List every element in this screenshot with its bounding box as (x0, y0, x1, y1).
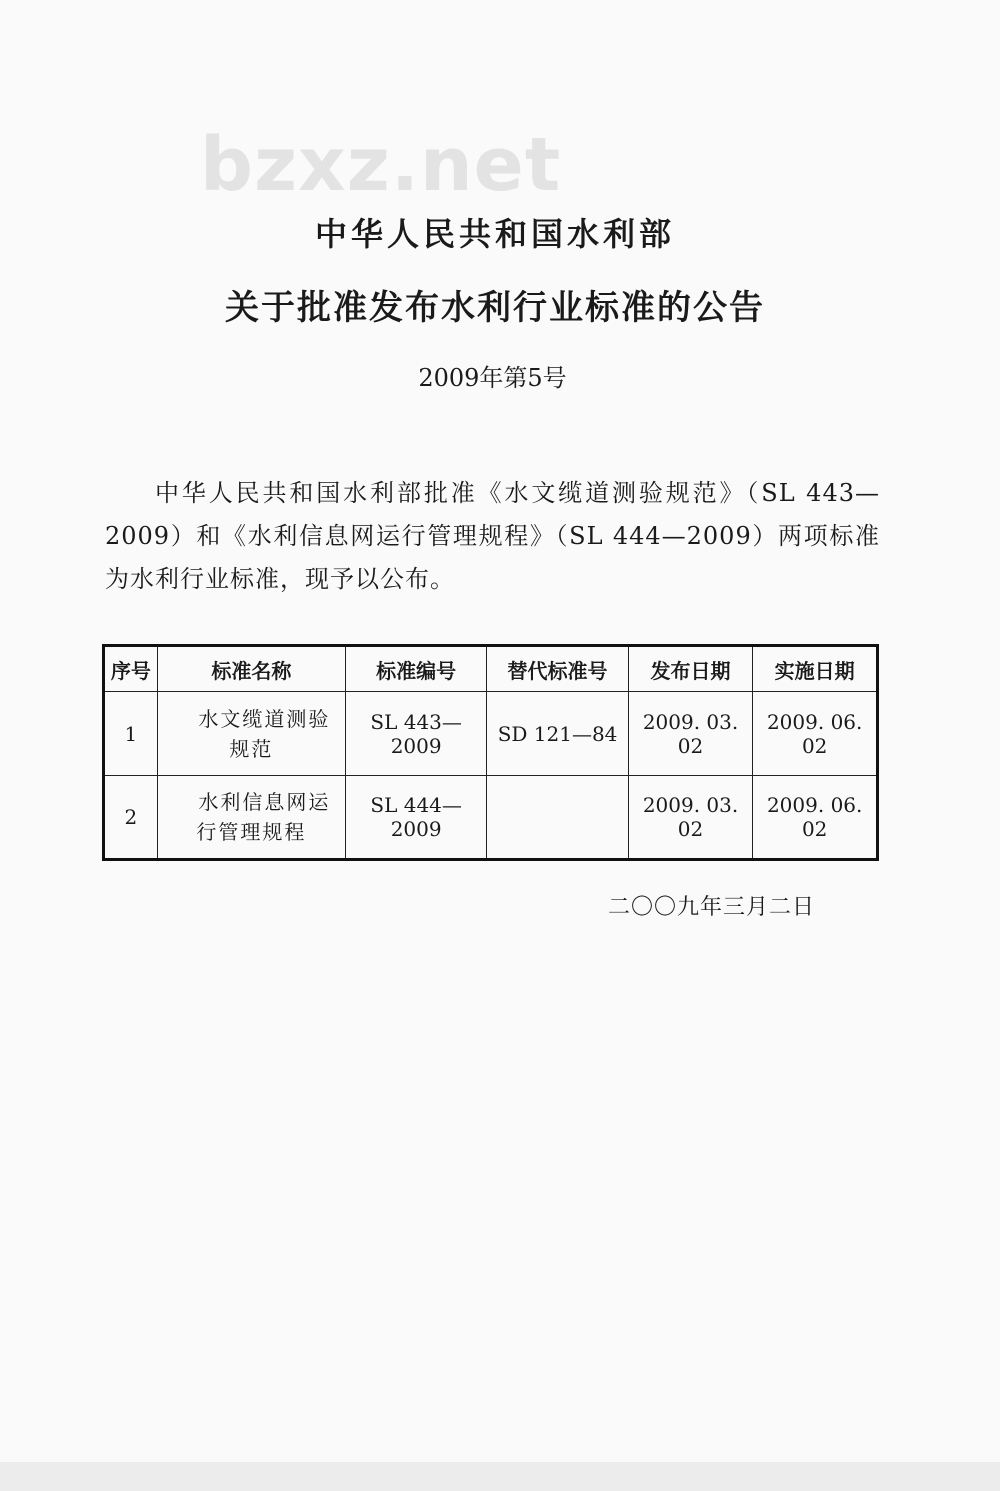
cell-replaces: SD 121—84 (487, 692, 628, 776)
header-cell-effective-date: 实施日期 (753, 646, 878, 692)
announcement-title: 关于批准发布水利行业标准的公告 (225, 288, 765, 328)
document-number: 2009年第5号 (418, 364, 567, 392)
cell-no: 2 (104, 776, 158, 860)
header-cell-replaces: 替代标准号 (487, 646, 628, 692)
ministry-title: 中华人民共和国水利部 (314, 215, 675, 253)
cell-effective-date: 2009. 06. 02 (753, 776, 878, 860)
header-cell-code: 标准编号 (345, 646, 486, 692)
standard-name-line2: 规范 (229, 736, 274, 761)
cell-standard-name (157, 776, 345, 860)
cell-publish-date: 2009. 03. 02 (628, 692, 753, 776)
header-cell-publish-date: 发布日期 (628, 646, 753, 692)
header-cell-name: 标准名称 (157, 646, 345, 692)
issue-date: 二〇〇九年三月二日 (608, 895, 816, 920)
table-row (104, 776, 878, 860)
header-cell-no: 序号 (104, 646, 158, 692)
standard-name-line1: 水利信息网运 (198, 790, 331, 814)
standard-name-line2: 行管理规程 (196, 820, 307, 844)
standards-table (102, 644, 879, 861)
cell-replaces (487, 776, 628, 860)
page-bottom-edge (0, 1462, 1000, 1491)
cell-standard-name (157, 692, 345, 776)
table-header-row (104, 646, 878, 692)
cell-publish-date: 2009. 03. 02 (628, 776, 753, 860)
standard-name-line1: 水文缆道测验 (198, 706, 331, 731)
cell-no: 1 (104, 692, 158, 776)
announcement-paragraph: 中华人民共和国水利部批准《水文缆道测验规范》（SL 443—2009）和《水利信息网运行管理规程》（SL 444—2009）两项标准为水利行业标准，现予以公布。 (105, 479, 880, 593)
watermark: bzxz.net (200, 122, 562, 208)
table-row (104, 692, 878, 776)
cell-effective-date: 2009. 06. 02 (753, 692, 878, 776)
cell-standard-code: SL 443—2009 (345, 692, 486, 776)
cell-standard-code: SL 444—2009 (345, 776, 486, 860)
